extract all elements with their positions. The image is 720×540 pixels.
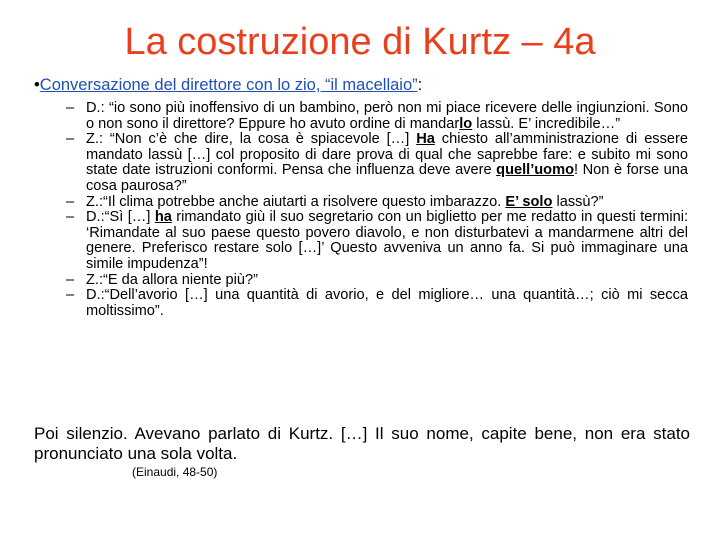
dash: – — [66, 209, 75, 226]
emphasis: lo — [459, 115, 473, 132]
dialogue-item — [66, 195, 688, 211]
dialogue-text: D.:“Dell’avorio […] una quantità di avorio, e del migliore… una quantità…; ciò mi secca moltissimo”. — [86, 287, 688, 319]
dash: – — [66, 100, 75, 116]
dialogue-text: D.: “io sono più inoffensivo di un bambino, però non mi piace ricevere delle ingiunzioni. Sono o non sono il direttore? Eppure ho avuto ordine di mandar — [86, 100, 688, 132]
dash: – — [66, 271, 75, 288]
emphasis: quell’uomo — [496, 162, 574, 179]
bullet-colon: : — [417, 76, 423, 94]
dialogue-item — [66, 101, 688, 132]
dash: – — [66, 287, 75, 304]
dialogue-text: rimandato giù il suo segretario con un biglietto per me redatto in questi termini: ‘Rimandate al suo paese questo povero diavolo, e non disturbatevi a mandarmene altri del genere. Preferisco restare solo […]’ Questo avveniva un anno fa. Si può immaginare una simile impudenza”! — [86, 209, 688, 272]
dialogue-list — [66, 101, 688, 319]
dash: – — [66, 131, 75, 148]
dialogue-item — [66, 288, 688, 319]
slide-title: La costruzione di Kurtz – 4a — [124, 21, 596, 63]
dialogue-text: Z.:“E da allora niente più?” — [86, 271, 258, 288]
citation: (Einaudi, 48-50) — [132, 465, 218, 479]
section-bullet — [34, 76, 694, 95]
dialogue-text: Z.:“Il clima potrebbe anche aiutarti a risolvere questo imbarazzo. — [86, 193, 506, 210]
dialogue-text: lassù. E’ incredibile…” — [472, 115, 621, 132]
emphasis: Ha — [416, 131, 435, 148]
bullet-marker: • — [34, 76, 40, 94]
emphasis: ha — [154, 209, 172, 226]
dash: – — [66, 193, 75, 210]
bullet-lead: Conversazione del direttore con lo zio, “il macellaio” — [39, 76, 418, 94]
dialogue-text: chiesto all’amministrazione di essere mandato lassù […] col proposito di dare prova di qual che saprebbe fare: e subito mi sono state date istruzioni conformi. Pensa che influenza deve avere — [86, 131, 688, 179]
dialogue-text: ! Non è forse una cosa paurosa?” — [86, 162, 688, 194]
dialogue-item — [66, 210, 688, 272]
dialogue-item — [66, 132, 688, 194]
dialogue-text: D.:“Sì […] — [86, 209, 155, 226]
dialogue-text: Z.: “Non c’è che dire, la cosa è spiacevole […] — [86, 131, 417, 148]
emphasis: E’ solo — [505, 193, 553, 210]
dialogue-item — [66, 273, 688, 289]
conclusion-text: Poi silenzio. Avevano parlato di Kurtz. […] Il suo nome, capite bene, non era stato pronunciato una sola volta. — [34, 424, 690, 463]
dialogue-text: lassù?” — [552, 193, 604, 210]
